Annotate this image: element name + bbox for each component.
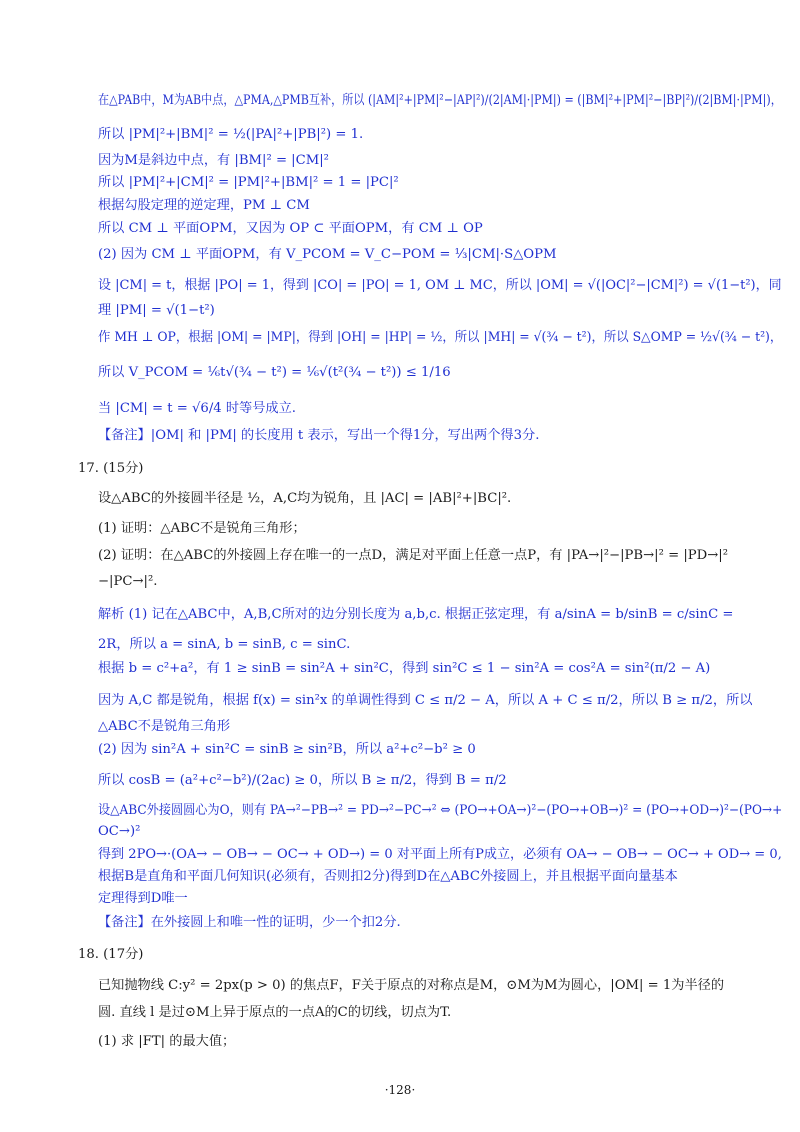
solution-line: (2) 因为 sin²A + sin²C = sinB ≥ sin²B，所以 a²+c²−b² ≥ 0: [98, 742, 476, 757]
solution-line: 在△PAB中，M为AB中点，△PMA,△PMB互补，所以 (|AM|²+|PM|²−|AP|²)/(2|AM|·|PM|) = (|BM|²+|PM|²−|BP|²)/(2|BM|·|PM|)，: [98, 93, 782, 108]
solution-line: 根据 b = c²+a²，有 1 ≥ sinB = sin²A + sin²C，得到 sin²C ≤ 1 − sin²A = cos²A = sin²(π/2 − A): [98, 661, 711, 676]
solution-line: △ABC不是锐角三角形: [98, 719, 231, 734]
remark-note: 【备注】|OM| 和 |PM| 的长度用 t 表示，写出一个得1分，写出两个得3分.: [98, 428, 540, 443]
problem-17-part2: (2) 证明：在△ABC的外接圆上存在唯一的一点D，满足对平面上任意一点P，有 |PA→|²−|PB→|² = |PD→|²: [98, 548, 728, 563]
solution-line: OC→)²: [98, 824, 141, 839]
solution-line: 所以 cosB = (a²+c²−b²)/(2ac) ≥ 0，所以 B ≥ π/2，得到 B = π/2: [98, 773, 507, 788]
problem-18-stem: 已知抛物线 C:y² = 2px(p > 0) 的焦点F，F关于原点的对称点是M，⊙M为M为圆心，|OM| = 1为半径的: [98, 978, 725, 993]
solution-line: 所以 V_PCOM = ⅙t√(¾ − t²) = ⅙√(t²(¾ − t²)) ≤ 1/16: [98, 365, 451, 380]
solution-line: 设 |CM| = t，根据 |PO| = 1，得到 |CO| = |PO| = 1, OM ⊥ MC，所以 |OM| = √(|OC|²−|CM|²) = √(1−t²)，同: [98, 278, 782, 293]
problem-17-part1: (1) 证明：△ABC不是锐角三角形；: [98, 521, 306, 536]
problem-17-header: 17. (15分): [78, 461, 144, 476]
solution-line: 所以 CM ⊥ 平面OPM，又因为 OP ⊂ 平面OPM，有 CM ⊥ OP: [98, 221, 483, 236]
solution-line: 当 |CM| = t = √6/4 时等号成立.: [98, 401, 296, 416]
solution-line: 因为M是斜边中点，有 |BM|² = |CM|²: [98, 153, 329, 168]
page-number: ·128·: [384, 1083, 416, 1097]
problem-17-stem: 设△ABC的外接圆半径是 ½，A,C均为锐角，且 |AC| = |AB|²+|BC|².: [98, 491, 512, 506]
solution-line: 得到 2PO→·(OA→ − OB→ − OC→ + OD→) = 0 对平面上所有P成立，必须有 OA→ − OB→ − OC→ + OD→ = 0,: [98, 847, 782, 862]
solution-line: 根据勾股定理的逆定理，PM ⊥ CM: [98, 198, 310, 213]
problem-17-part2-cont: −|PC→|².: [98, 574, 158, 589]
solution-line: 定理得到D唯一: [98, 891, 188, 906]
problem-18-header: 18. (17分): [78, 947, 144, 962]
solution-line: 设△ABC外接圆圆心为O，则有 PA→²−PB→² = PD→²−PC→² ⇔ (PO→+OA→)²−(PO→+OB→)² = (PO→+OD→)²−(PO→+: [98, 803, 783, 818]
solution-line: 所以 |PM|²+|CM|² = |PM|²+|BM|² = 1 = |PC|²: [98, 175, 399, 190]
problem-18-stem-cont: 圆. 直线 l 是过⊙M上异于原点的一点A的C的切线，切点为T.: [98, 1005, 452, 1020]
problem-18-part1: (1) 求 |FT| 的最大值；: [98, 1034, 236, 1049]
solution-line: 解析 (1) 记在△ABC中，A,B,C所对的边分别长度为 a,b,c. 根据正弦定理，有 a/sinA = b/sinB = c/sinC =: [98, 607, 734, 622]
solution-line: (2) 因为 CM ⊥ 平面OPM，有 V_PCOM = V_C−POM = ⅓|CM|·S△OPM: [98, 247, 557, 262]
solution-line: 根据B是直角和平面几何知识(必须有，否则扣2分)得到D在△ABC外接圆上，并且根据平面向量基本: [98, 869, 678, 884]
solution-line: 理 |PM| = √(1−t²): [98, 303, 215, 318]
solution-line: 因为 A,C 都是锐角，根据 f(x) = sin²x 的单调性得到 C ≤ π/2 − A，所以 A + C ≤ π/2，所以 B ≥ π/2，所以: [98, 693, 753, 708]
remark-note: 【备注】在外接圆上和唯一性的证明，少一个扣2分.: [98, 915, 401, 930]
solution-line: 所以 |PM|²+|BM|² = ½(|PA|²+|PB|²) = 1.: [98, 127, 364, 142]
solution-line: 2R，所以 a = sinA, b = sinB, c = sinC.: [98, 637, 351, 652]
solution-line: 作 MH ⊥ OP，根据 |OM| = |MP|，得到 |OH| = |HP| = ½，所以 |MH| = √(¾ − t²)，所以 S△OMP = ½√(¾ − t²)，: [98, 330, 783, 345]
